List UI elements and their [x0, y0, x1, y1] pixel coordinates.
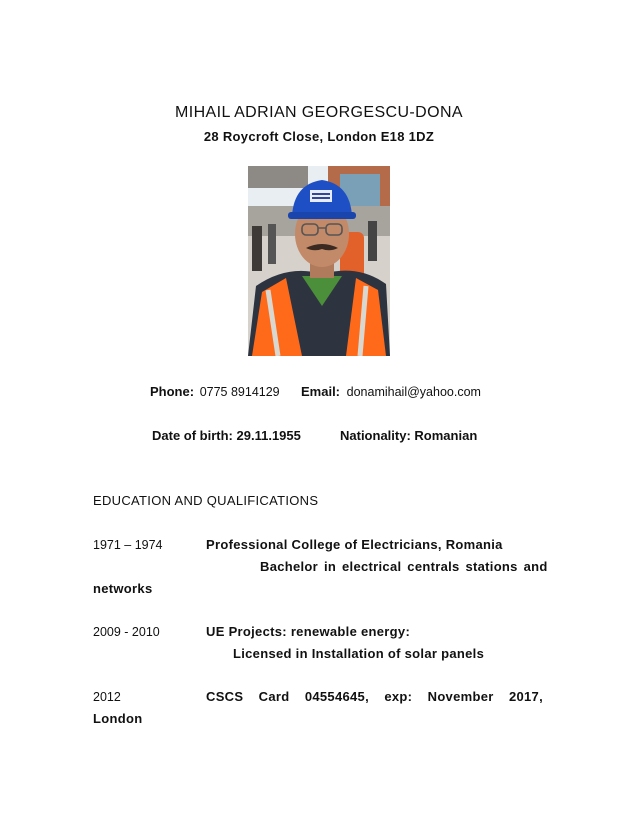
section-title-education: EDUCATION AND QUALIFICATIONS	[93, 493, 319, 508]
email-row	[301, 384, 481, 399]
entry-project: UE Projects: renewable energy:	[206, 624, 411, 639]
entry-degree-continued: networks	[93, 581, 153, 596]
nationality-row	[340, 428, 477, 443]
entry-dates: 2012	[93, 690, 121, 704]
nationality-value: Romanian	[414, 428, 478, 443]
nationality-label: Nationality:	[340, 428, 411, 443]
card-word: Card	[258, 689, 290, 704]
candidate-name: MIHAIL ADRIAN GEORGESCU-DONA	[175, 104, 463, 121]
portrait-photo	[248, 166, 390, 356]
phone-value: 0775 8914129	[199, 385, 280, 399]
candidate-address: 28 Roycroft Close, London E18 1DZ	[203, 129, 435, 144]
expiry-month: November	[427, 689, 494, 704]
entry-degree: Bachelor in electrical centrals stations and	[260, 559, 548, 574]
email-label: Email:	[301, 384, 341, 399]
dob-value: 29.11.1955	[236, 428, 301, 443]
entry-location: London	[93, 711, 143, 726]
phone-row	[150, 384, 280, 399]
entry-dates: 2009 - 2010	[93, 625, 160, 639]
phone-label: Phone:	[150, 384, 195, 399]
entry-dates: 1971 – 1974	[93, 538, 163, 552]
entry-license: Licensed in Installation of solar panels	[233, 646, 485, 661]
entry-cscs-card	[206, 689, 543, 704]
dob-row	[152, 428, 301, 443]
dob-label: Date of birth:	[152, 428, 233, 443]
expiry-year: 2017,	[508, 689, 543, 704]
entry-institution: Professional College of Electricians, Romania	[206, 537, 503, 552]
email-value: donamihail@yahoo.com	[346, 385, 481, 399]
cscs-word: CSCS	[206, 689, 244, 704]
expiry-label: exp:	[384, 689, 413, 704]
card-number: 04554645,	[304, 689, 369, 704]
